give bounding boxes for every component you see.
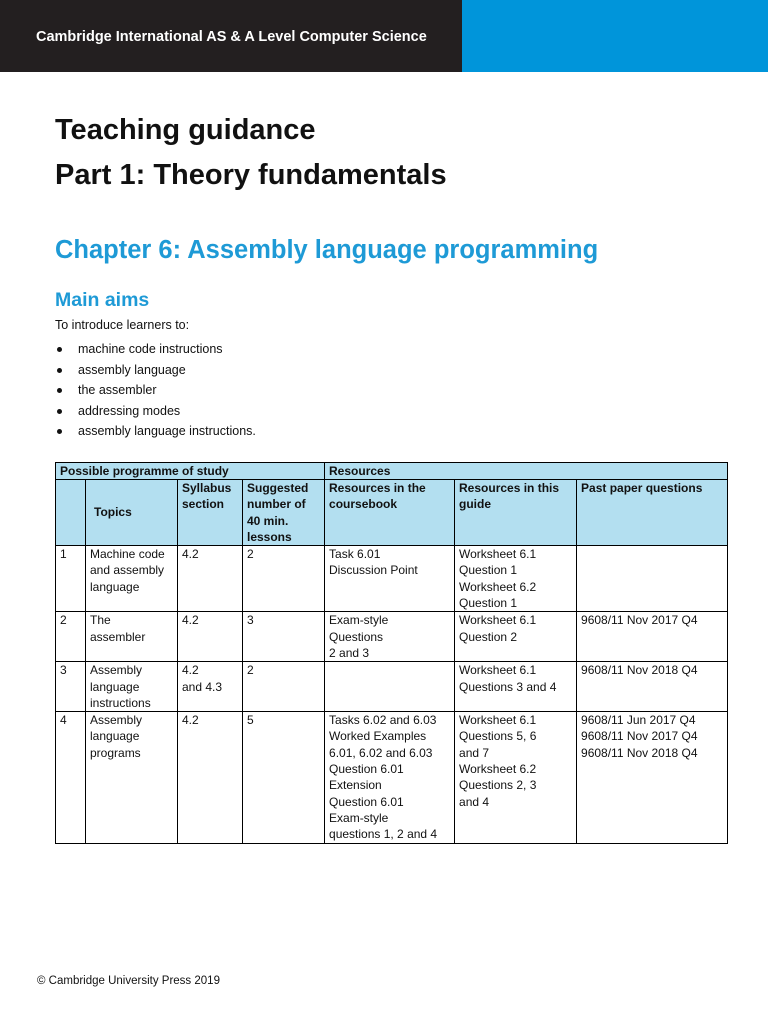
aim-item: assembly language instructions. bbox=[55, 421, 256, 442]
cell-line: Question 6.01 bbox=[329, 762, 404, 777]
header-dark-panel bbox=[0, 0, 462, 72]
cell-line: and assembly bbox=[90, 563, 165, 578]
cell-line: Resources in the bbox=[329, 481, 426, 495]
cell-line: Syllabus bbox=[182, 481, 232, 495]
cell-line: Questions 2, 3 bbox=[459, 778, 537, 793]
guide-cell bbox=[455, 662, 577, 712]
aim-item: machine code instructions bbox=[55, 339, 256, 360]
cell-line: language bbox=[90, 579, 140, 594]
cell-line: 2 and 3 bbox=[329, 645, 370, 660]
past-papers-cell bbox=[577, 612, 728, 662]
cell-line: Question 2 bbox=[459, 629, 518, 644]
aim-item: addressing modes bbox=[55, 401, 256, 422]
lessons-cell: 2 bbox=[243, 546, 325, 612]
cell-line: Assembly bbox=[90, 663, 143, 678]
cell-line: Past paper questions bbox=[581, 481, 703, 495]
resources-group-header: Resources bbox=[325, 463, 728, 480]
main-aims-list bbox=[55, 339, 256, 442]
syllabus-cell bbox=[178, 612, 243, 662]
lessons-column-header bbox=[243, 480, 325, 546]
cell-line: Extension bbox=[329, 778, 382, 793]
copyright-footer: © Cambridge University Press 2019 bbox=[37, 975, 220, 987]
programme-group-header: Possible programme of study bbox=[56, 463, 325, 480]
cell-line: number of bbox=[247, 497, 306, 512]
table-row bbox=[56, 546, 728, 612]
cell-line: 9608/11 Nov 2017 Q4 bbox=[581, 729, 698, 744]
cell-line: Question 1 bbox=[459, 563, 518, 578]
cell-line: section bbox=[182, 497, 225, 512]
cell-line: Assembly bbox=[90, 713, 143, 728]
cell-line: programs bbox=[90, 745, 141, 760]
chapter-title: Chapter 6: Assembly language programming bbox=[55, 236, 599, 264]
cell-line: Machine code bbox=[90, 547, 165, 562]
table-group-header-row bbox=[56, 463, 728, 480]
row-number: 2 bbox=[56, 612, 86, 662]
cell-line: and 7 bbox=[459, 745, 490, 760]
cell-line: assembler bbox=[90, 629, 146, 644]
guide-cell bbox=[455, 612, 577, 662]
past-papers-cell bbox=[577, 662, 728, 712]
header-accent-panel bbox=[462, 0, 768, 72]
document-title-line-1: Teaching guidance bbox=[55, 114, 316, 146]
cell-line: and 4.3 bbox=[182, 679, 223, 694]
cell-line: Tasks 6.02 and 6.03 bbox=[329, 713, 437, 728]
past-papers-cell bbox=[577, 712, 728, 843]
cell-line: Worksheet 6.1 bbox=[459, 547, 537, 562]
cell-line: questions 1, 2 and 4 bbox=[329, 827, 438, 842]
topics-column-header: Topics bbox=[86, 480, 178, 546]
coursebook-cell bbox=[325, 662, 455, 712]
cell-line: and 4 bbox=[459, 794, 490, 809]
coursebook-cell bbox=[325, 612, 455, 662]
topic-cell bbox=[86, 662, 178, 712]
cell-line: Worksheet 6.2 bbox=[459, 579, 537, 594]
table-row bbox=[56, 612, 728, 662]
cell-line: 4.2 bbox=[182, 547, 199, 562]
table-row bbox=[56, 662, 728, 712]
cell-line: Suggested bbox=[247, 481, 309, 495]
syllabus-cell bbox=[178, 712, 243, 843]
coursebook-cell bbox=[325, 712, 455, 843]
cell-line: lessons bbox=[247, 529, 292, 544]
topic-cell bbox=[86, 612, 178, 662]
document-title bbox=[55, 108, 447, 198]
cell-line: Worksheet 6.1 bbox=[459, 713, 537, 728]
cell-line: language bbox=[90, 729, 140, 744]
table-column-header-row bbox=[56, 480, 728, 546]
cell-line: Exam-style bbox=[329, 613, 389, 628]
cell-line: 9608/11 Nov 2018 Q4 bbox=[581, 663, 698, 678]
guide-cell bbox=[455, 546, 577, 612]
row-number: 3 bbox=[56, 662, 86, 712]
topic-cell bbox=[86, 546, 178, 612]
cell-line: language bbox=[90, 679, 140, 694]
main-aims-heading: Main aims bbox=[55, 289, 150, 311]
cell-line: Questions 3 and 4 bbox=[459, 679, 557, 694]
cell-line: The bbox=[90, 613, 111, 628]
cell-line: coursebook bbox=[329, 497, 398, 512]
cell-line: 4.2 bbox=[182, 663, 199, 678]
guide-cell bbox=[455, 712, 577, 843]
cell-line: guide bbox=[459, 497, 492, 512]
cell-line: 40 min. bbox=[247, 513, 289, 528]
number-column-header bbox=[56, 480, 86, 546]
table-row bbox=[56, 712, 728, 843]
cell-line: 4.2 bbox=[182, 613, 199, 628]
cell-line: Worked Examples bbox=[329, 729, 427, 744]
aim-item: assembly language bbox=[55, 360, 256, 381]
programme-of-study-table bbox=[55, 462, 728, 844]
cell-line: Resources in this bbox=[459, 481, 560, 495]
syllabus-cell bbox=[178, 546, 243, 612]
cell-line: 9608/11 Nov 2017 Q4 bbox=[581, 613, 698, 628]
cell-line: Questions bbox=[329, 629, 384, 644]
lessons-cell: 5 bbox=[243, 712, 325, 843]
cell-line: Questions 5, 6 bbox=[459, 729, 537, 744]
cell-line: Question 6.01 bbox=[329, 794, 404, 809]
lessons-cell: 3 bbox=[243, 612, 325, 662]
main-aims-intro: To introduce learners to: bbox=[55, 318, 190, 332]
syllabus-cell bbox=[178, 662, 243, 712]
cell-line: Task 6.01 bbox=[329, 547, 381, 562]
cell-line: 4.2 bbox=[182, 713, 199, 728]
coursebook-cell bbox=[325, 546, 455, 612]
aim-item: the assembler bbox=[55, 380, 256, 401]
lessons-cell: 2 bbox=[243, 662, 325, 712]
cell-line: Exam-style bbox=[329, 810, 389, 825]
cell-line: 9608/11 Jun 2017 Q4 bbox=[581, 713, 696, 728]
past-papers-column-header bbox=[577, 480, 728, 546]
cell-line: instructions bbox=[90, 695, 151, 710]
cell-line: 9608/11 Nov 2018 Q4 bbox=[581, 745, 698, 760]
cell-line: Question 1 bbox=[459, 596, 518, 611]
past-papers-cell bbox=[577, 546, 728, 612]
document-title-line-2: Part 1: Theory fundamentals bbox=[55, 159, 447, 191]
cell-line: Discussion Point bbox=[329, 563, 418, 578]
cell-line: Worksheet 6.1 bbox=[459, 613, 537, 628]
header-title: Cambridge International AS & A Level Computer Science bbox=[36, 29, 427, 45]
header-band bbox=[0, 0, 768, 72]
guide-column-header bbox=[455, 480, 577, 546]
cell-line: Worksheet 6.2 bbox=[459, 762, 537, 777]
row-number: 4 bbox=[56, 712, 86, 843]
cell-line: 6.01, 6.02 and 6.03 bbox=[329, 745, 433, 760]
row-number: 1 bbox=[56, 546, 86, 612]
cell-line: Worksheet 6.1 bbox=[459, 663, 537, 678]
syllabus-column-header bbox=[178, 480, 243, 546]
topic-cell bbox=[86, 712, 178, 843]
coursebook-column-header bbox=[325, 480, 455, 546]
